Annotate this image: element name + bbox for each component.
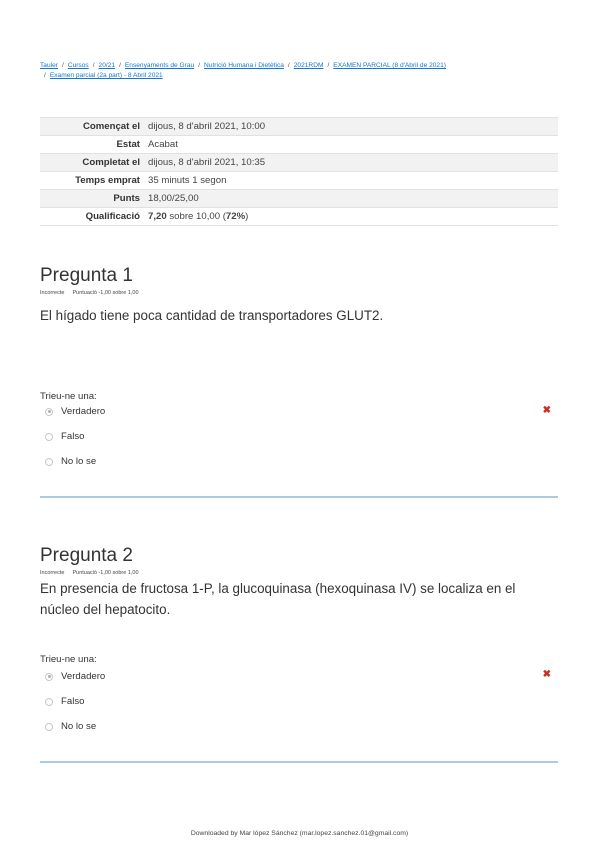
answer-option-label: Falso xyxy=(61,696,85,707)
question-title: Pregunta 1 xyxy=(40,265,133,286)
radio-button[interactable] xyxy=(45,698,53,706)
radio-button-selected[interactable] xyxy=(45,408,53,416)
breadcrumb-separator: / xyxy=(198,62,201,69)
question-title: Pregunta 2 xyxy=(40,545,133,566)
breadcrumb-separator: / xyxy=(327,62,330,69)
answer-option[interactable] xyxy=(45,406,105,417)
grade-score: 7,20 xyxy=(148,211,167,222)
summary-value: dijous, 8 d'abril 2021, 10:00 xyxy=(144,118,558,136)
question-1 xyxy=(40,265,558,500)
attempt-summary-table xyxy=(40,117,558,226)
answer-option[interactable] xyxy=(45,456,96,467)
breadcrumb xyxy=(40,61,560,81)
answer-prompt: Trieu-ne una: xyxy=(40,391,97,402)
question-grade: Puntuació -1,00 sobre 1,00 xyxy=(72,570,139,576)
summary-row xyxy=(40,172,558,190)
summary-label: Qualificació xyxy=(40,208,144,226)
answer-option-label: Verdadero xyxy=(61,671,106,682)
breadcrumb-link-tauler[interactable]: Tauler xyxy=(40,62,58,69)
summary-label: Començat el xyxy=(40,118,144,136)
question-2 xyxy=(40,545,558,765)
grade-value xyxy=(144,208,558,226)
radio-button[interactable] xyxy=(45,458,53,466)
summary-label: Temps emprat xyxy=(40,172,144,190)
breadcrumb-separator: / xyxy=(61,62,64,69)
breadcrumb-link-nutricio[interactable]: Nutrició Humana i Dietètica xyxy=(204,62,284,69)
incorrect-icon: ✖ xyxy=(542,405,551,416)
breadcrumb-link-quiz[interactable]: Examen parcial (2a part) - 8 Abril 2021 xyxy=(49,72,163,79)
answer-option-label: Verdadero xyxy=(61,406,106,417)
answer-option[interactable] xyxy=(45,721,96,732)
breadcrumb-separator: / xyxy=(44,72,46,79)
summary-value: 35 minuts 1 segon xyxy=(144,172,558,190)
grade-percent: 72% xyxy=(225,211,246,222)
summary-value: dijous, 8 d'abril 2021, 10:35 xyxy=(144,154,558,172)
answer-option-label: Falso xyxy=(61,431,85,442)
grade-sobre: sobre 10,00 ( xyxy=(169,211,226,222)
question-state: Incorrecte xyxy=(40,570,65,576)
breadcrumb-separator: / xyxy=(287,62,290,69)
question-divider xyxy=(40,761,558,763)
breadcrumb-link-year[interactable]: 20/21 xyxy=(98,62,116,69)
summary-row-grade xyxy=(40,208,558,226)
breadcrumb-separator: / xyxy=(119,62,121,69)
answer-option-label: No lo se xyxy=(61,721,97,732)
breadcrumb-separator: / xyxy=(92,62,95,69)
summary-label: Estat xyxy=(40,136,144,154)
breadcrumb-link-examen[interactable]: EXAMEN PARCIAL (8 d'Abril de 2021) xyxy=(333,62,446,69)
breadcrumb-link-course[interactable]: 2021RDM xyxy=(293,62,324,69)
answer-option[interactable] xyxy=(45,671,105,682)
question-info xyxy=(40,290,558,296)
grade-close: ) xyxy=(245,211,249,222)
answer-prompt: Trieu-ne una: xyxy=(40,654,97,665)
summary-label: Completat el xyxy=(40,154,144,172)
breadcrumb-link-ensenyaments[interactable]: Ensenyaments de Grau xyxy=(124,62,195,69)
radio-button[interactable] xyxy=(45,723,53,731)
summary-value: Acabat xyxy=(144,136,558,154)
question-text: El hígado tiene poca cantidad de transportadores GLUT2. xyxy=(40,308,384,323)
breadcrumb-link-cursos[interactable]: Cursos xyxy=(67,62,89,69)
summary-label: Punts xyxy=(40,190,144,208)
answer-option[interactable] xyxy=(45,431,84,442)
summary-row xyxy=(40,118,558,136)
question-divider xyxy=(40,496,558,498)
question-info xyxy=(40,570,558,576)
question-state: Incorrecte xyxy=(40,290,65,296)
download-footer: Downloaded by Mar lópez Sánchez (mar.lopez.sanchez.01@gmail.com) xyxy=(190,830,409,837)
question-grade: Puntuació -1,00 sobre 1,00 xyxy=(72,290,139,296)
summary-row xyxy=(40,136,558,154)
summary-row xyxy=(40,190,558,208)
answer-option-label: No lo se xyxy=(61,456,97,467)
summary-value: 18,00/25,00 xyxy=(144,190,558,208)
summary-row xyxy=(40,154,558,172)
radio-button[interactable] xyxy=(45,433,53,441)
radio-button-selected[interactable] xyxy=(45,673,53,681)
question-text: En presencia de fructosa 1-P, la glucoquinasa (hexoquinasa IV) se localiza en el núcleo del hepatocito. xyxy=(40,581,516,617)
incorrect-icon: ✖ xyxy=(542,669,551,680)
answer-option[interactable] xyxy=(45,696,84,707)
